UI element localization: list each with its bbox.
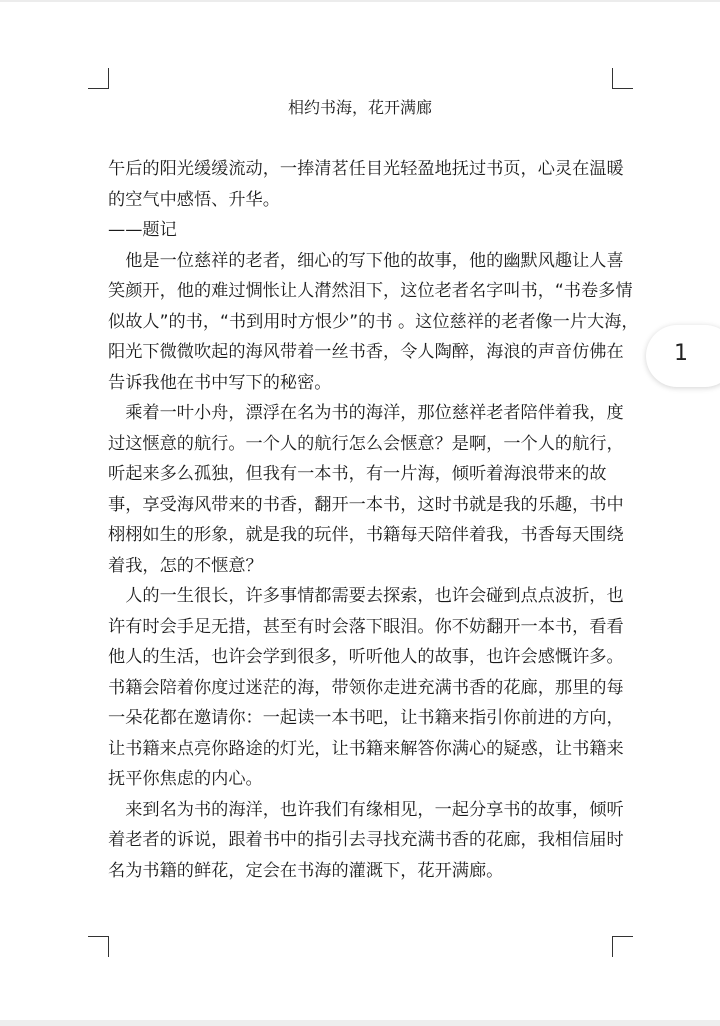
text-line: 抚平你焦虑的内心。 [108,769,263,789]
text-line: 让书籍来点亮你路途的灯光，让书籍来解答你满心的疑惑，让书籍来 [108,738,624,759]
page-indicator[interactable] [646,325,720,387]
text-line: 书籍会陪着你度过迷茫的海，带领你走进充满书香的花廊，那里的每 [108,677,624,698]
text-line: 许有时会手足无措，甚至有时会落下眼泪。你不妨翻开一本书，看看 [108,616,624,637]
text-line: 笑颜开，他的难过惆怅让人潸然泪下，这位老者名字叫书，“书卷多情 [108,281,633,301]
document-title: 相约书海，花开满廊 [287,98,432,117]
text-line: 来到名为书的海洋，也许我们有缘相见，一起分享书的故事，倾听 [108,799,624,820]
text-line: 听起来多么孤独，但我有一本书，有一片海，倾听着海浪带来的故 [108,464,607,484]
text-line: 乘着一叶小舟，漂浮在名为书的海洋，那位慈祥老者陪伴着我，度 [108,403,624,423]
text-line: 告诉我他在书中写下的秘密。 [108,372,332,393]
text-line: 人的一生很长，许多事情都需要去探索，也许会碰到点点波折，也 [108,586,624,606]
text-line: 一朵花都在邀请你：一起读一本书吧，让书籍来指引你前进的方向， [108,708,624,728]
text-line: 他是一位慈祥的老者，细心的写下他的故事，他的幽默风趣让人喜 [108,250,624,271]
document-body [108,154,639,886]
bottom-divider [0,1020,720,1026]
text-line: 着老者的诉说，跟着书中的指引去寻找充满书香的花廊，我相信届时 [108,830,624,850]
margin-corner-mark [88,68,109,89]
text-line: ——题记 [108,220,177,240]
margin-corner-mark [88,936,109,957]
text-line: 午后的阳光缓缓流动，一捧清茗任目光轻盈地抚过书页，心灵在温暖 [108,159,624,179]
page-number: 1 [674,341,688,366]
margin-corner-mark [612,68,633,89]
text-line: 似故人”的书，“书到用时方恨少”的书 。这位慈祥的老者像一片大海， [108,311,639,332]
margin-corner-mark [612,936,633,957]
text-line: 的空气中感悟、升华。 [108,189,280,210]
text-line: 着我，怎的不惬意？ [108,555,263,576]
text-line: 阳光下微微吹起的海风带着一丝书香，令人陶醉，海浪的声音仿佛在 [108,342,624,362]
text-line: 过这惬意的航行。一个人的航行怎么会惬意？是啊，一个人的航行， [108,433,624,454]
top-divider [0,0,720,2]
text-line: 他人的生活，也许会学到很多，听听他人的故事，也许会感慨许多。 [108,647,624,667]
text-line: 名为书籍的鲜花，定会在书海的灌溉下，花开满廊。 [108,860,504,881]
text-line: 事，享受海风带来的书香，翻开一本书，这时书就是我的乐趣，书中 [108,494,624,515]
text-line: 栩栩如生的形象，就是我的玩伴，书籍每天陪伴着我，书香每天围绕 [108,525,624,545]
